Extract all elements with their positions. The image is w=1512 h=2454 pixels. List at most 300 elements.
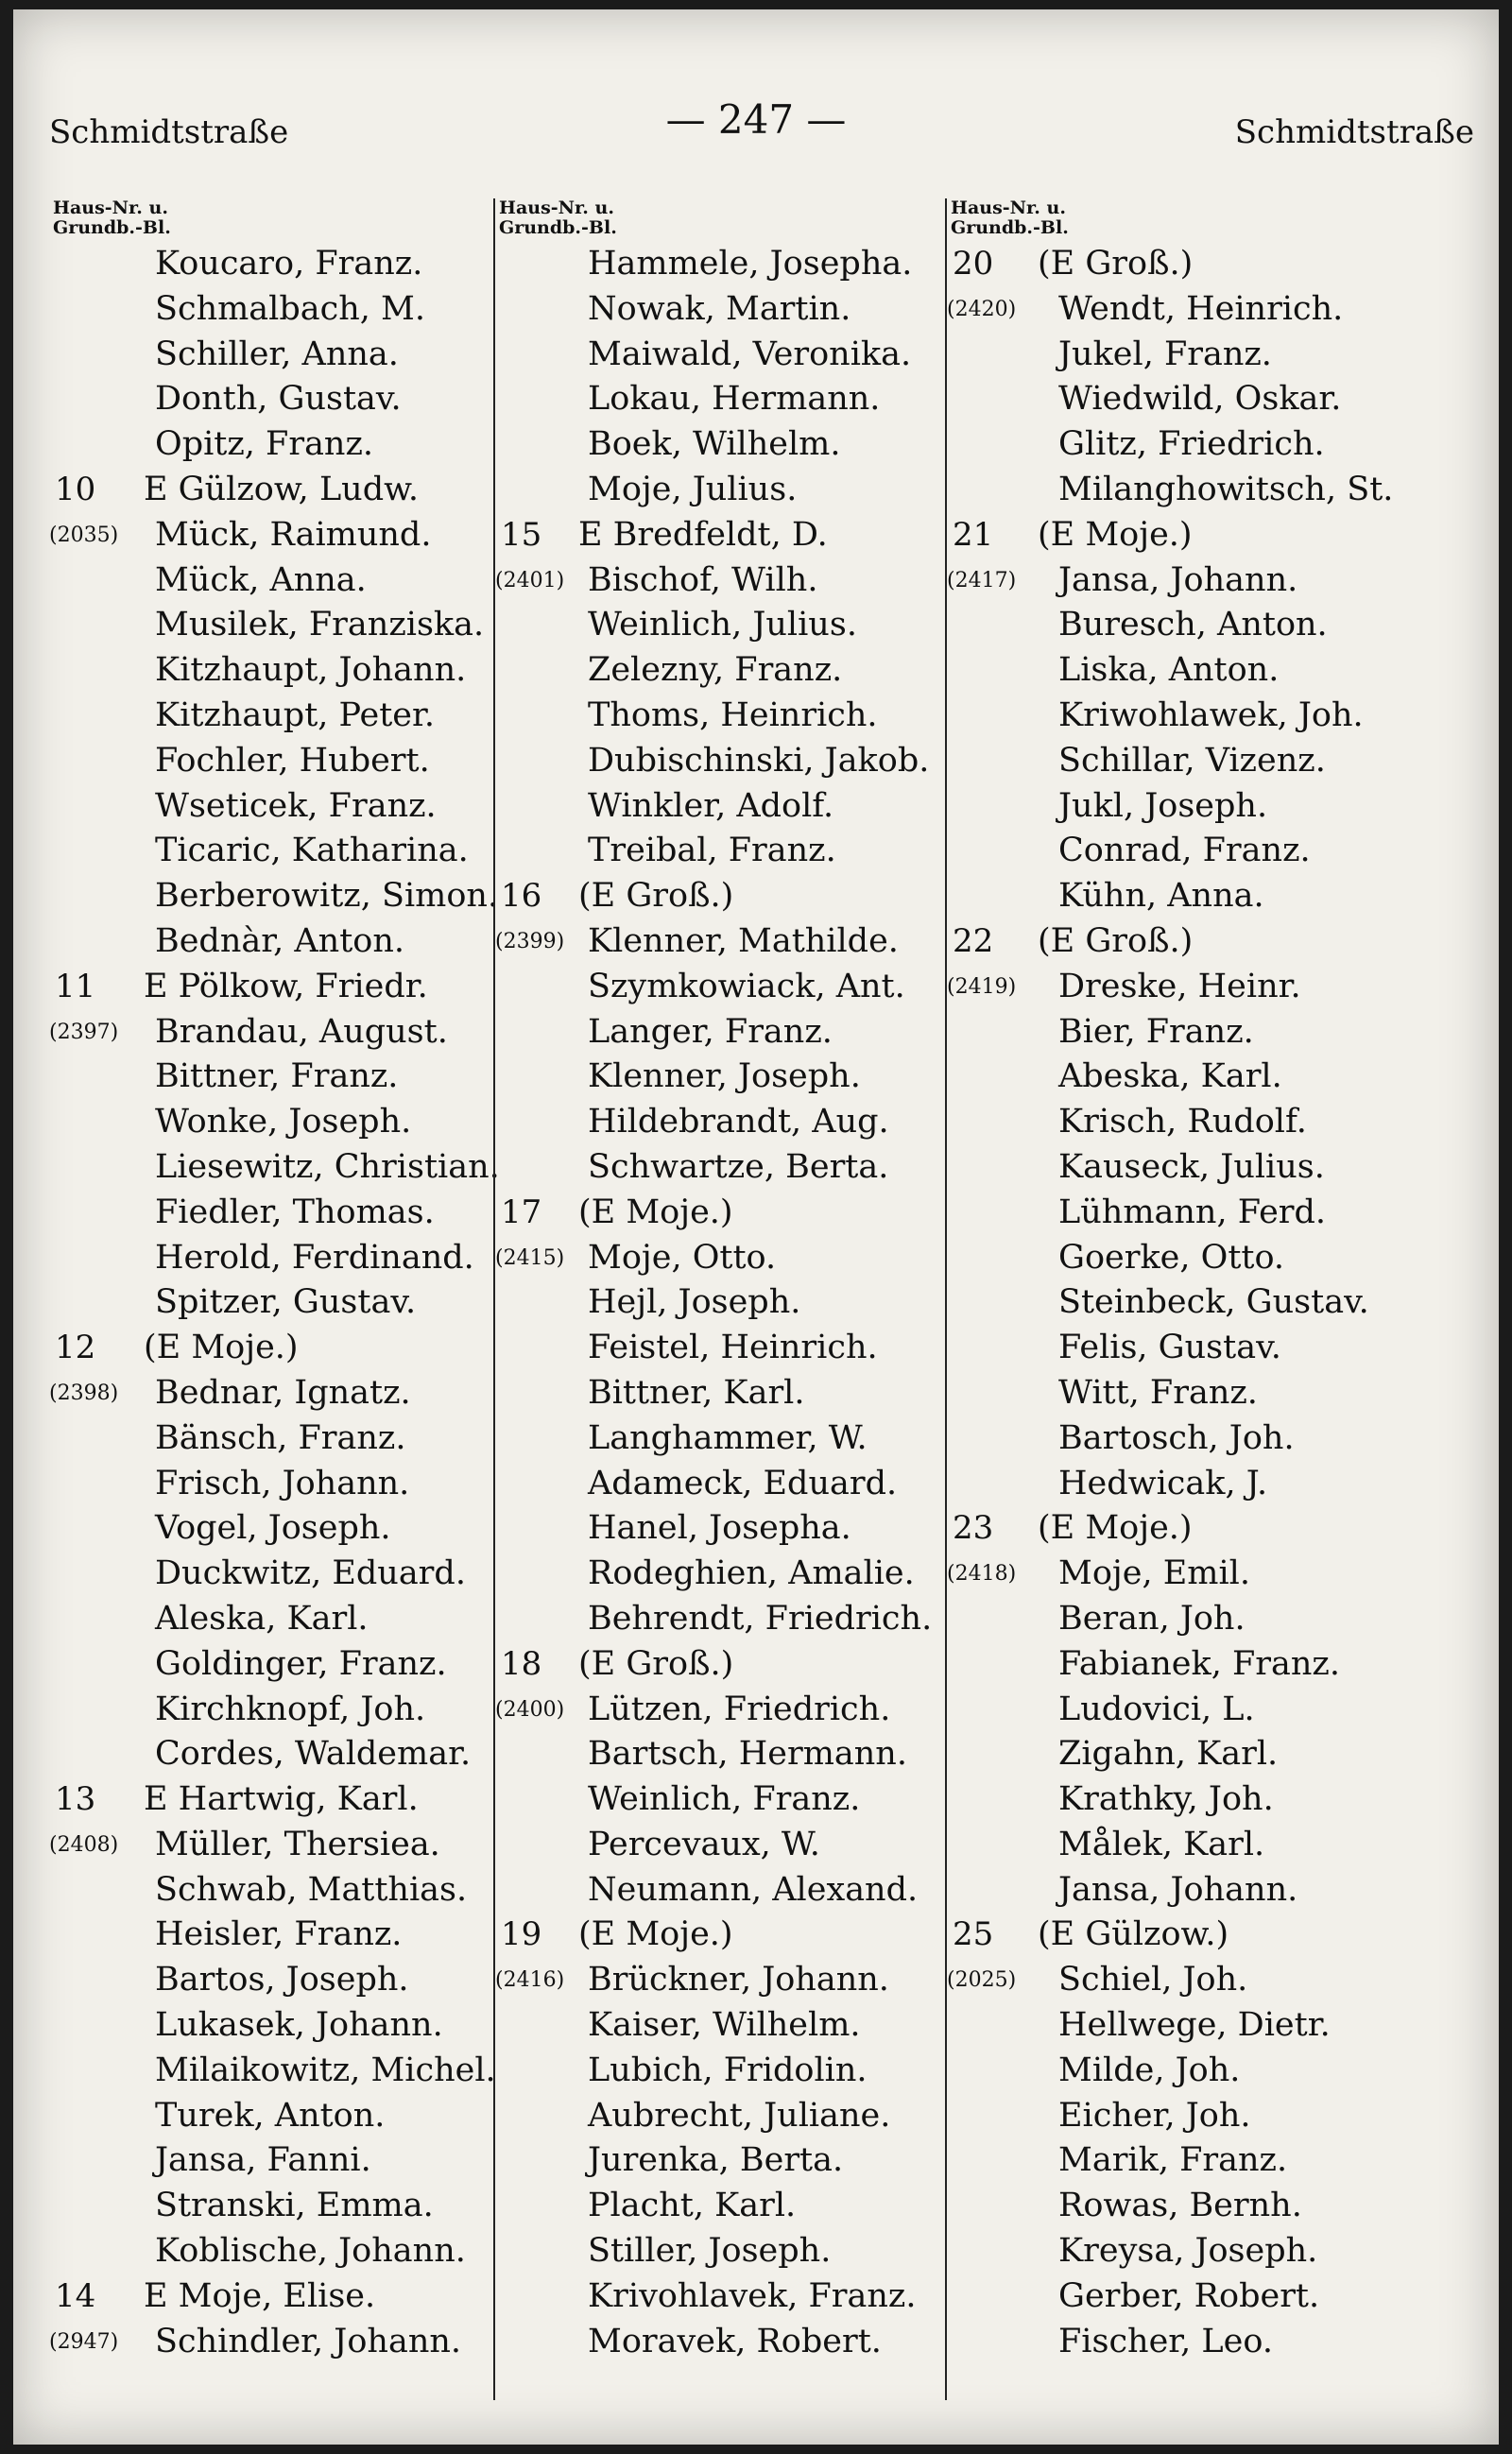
- resident-name: Winkler, Adolf.: [588, 786, 834, 825]
- resident-name: Kitzhaupt, Peter.: [155, 695, 435, 734]
- resident-name: Weinlich, Julius.: [588, 606, 857, 644]
- directory-entry: [49, 1642, 493, 1688]
- resident-name: Milaikowitz, Michel.: [155, 2051, 496, 2089]
- resident-name: Wseticek, Franz.: [155, 786, 437, 825]
- resident-name: Lokau, Hermann.: [588, 380, 881, 419]
- directory-entry: [947, 1416, 1465, 1462]
- directory-entry: [947, 1100, 1465, 1145]
- directory-entry: [947, 2049, 1465, 2094]
- directory-entry: [495, 513, 947, 558]
- resident-name: Vogel, Joseph.: [155, 1509, 391, 1548]
- resident-name: Hildebrandt, Aug.: [588, 1103, 889, 1141]
- resident-name: Schindler, Johann.: [155, 2322, 462, 2360]
- house-number: 22: [953, 921, 994, 960]
- resident-name: E Moje, Elise.: [144, 2276, 376, 2315]
- directory-entry: [495, 422, 947, 468]
- directory-entry: [49, 2138, 493, 2184]
- land-register-number: (2419): [947, 974, 1017, 999]
- resident-name: E Pölkow, Friedr.: [144, 967, 428, 1005]
- house-number: 15: [501, 515, 542, 554]
- house-number: 21: [953, 515, 994, 554]
- directory-entry: [947, 1191, 1465, 1236]
- directory-entry: [495, 1280, 947, 1326]
- resident-name: Klenner, Joseph.: [588, 1057, 861, 1096]
- resident-name: Beran, Joh.: [1058, 1599, 1246, 1638]
- resident-name: Berberowitz, Simon.: [155, 877, 499, 916]
- resident-name: (E Groß.): [1038, 921, 1194, 960]
- resident-name: Stranski, Emma.: [155, 2187, 434, 2225]
- resident-name: (E Moje.): [578, 1915, 733, 1954]
- directory-entry: [947, 1688, 1465, 1733]
- resident-name: Mück, Raimund.: [155, 515, 432, 554]
- resident-name: Jansa, Fanni.: [155, 2141, 371, 2180]
- resident-name: Gerber, Robert.: [1058, 2276, 1320, 2315]
- resident-name: Moravek, Robert.: [588, 2322, 882, 2360]
- directory-entry: [49, 1506, 493, 1552]
- directory-entry: [947, 1913, 1465, 1958]
- directory-entry: [947, 242, 1465, 287]
- page-header: [13, 96, 1499, 153]
- resident-name: Moje, Emil.: [1058, 1554, 1250, 1593]
- house-number: 14: [55, 2276, 96, 2315]
- land-register-number: (2415): [495, 1245, 565, 1270]
- directory-entry: [49, 377, 493, 422]
- resident-name: Wonke, Joseph.: [155, 1103, 412, 1141]
- resident-name: Lubich, Fridolin.: [588, 2051, 868, 2089]
- directory-entry: [49, 558, 493, 604]
- directory-entry: [495, 829, 947, 874]
- resident-name: Kaiser, Wilhelm.: [588, 2006, 861, 2045]
- directory-entry: [49, 739, 493, 784]
- resident-name: Stiller, Joseph.: [588, 2232, 832, 2271]
- directory-entry: [49, 1913, 493, 1958]
- resident-name: (E Moje.): [1038, 1509, 1193, 1548]
- directory-entry: [495, 1145, 947, 1191]
- resident-name: Målek, Karl.: [1058, 1825, 1265, 1863]
- directory-entry: [947, 2138, 1465, 2184]
- directory-entry: [49, 287, 493, 333]
- resident-name: Jurenka, Berta.: [588, 2141, 844, 2180]
- resident-name: Goerke, Otto.: [1058, 1238, 1285, 1277]
- resident-name: Cordes, Waldemar.: [155, 1735, 472, 1774]
- land-register-number: (2416): [495, 1968, 565, 1993]
- page-number: — 247 —: [665, 96, 847, 143]
- directory-entry: [947, 829, 1465, 874]
- directory-entry: [947, 1732, 1465, 1777]
- resident-name: Bittner, Karl.: [588, 1373, 805, 1412]
- resident-name: (E Gülzow.): [1038, 1915, 1229, 1954]
- resident-name: Krivohlavek, Franz.: [588, 2276, 917, 2315]
- resident-name: Opitz, Franz.: [155, 425, 374, 464]
- column-header: Haus-Nr. u. Grundb.-Bl.: [499, 197, 617, 238]
- directory-entry: [947, 1506, 1465, 1552]
- directory-entry: [947, 874, 1465, 919]
- resident-name: Neumann, Alexand.: [588, 1870, 919, 1909]
- directory-entry: [495, 1913, 947, 1958]
- resident-name: (E Moje.): [144, 1329, 299, 1367]
- house-number: 18: [501, 1644, 542, 1683]
- resident-name: Abeska, Karl.: [1058, 1057, 1282, 1096]
- directory-entry: [947, 377, 1465, 422]
- directory-entry: [495, 468, 947, 513]
- resident-name: Heisler, Franz.: [155, 1915, 403, 1954]
- resident-name: Rowas, Bernh.: [1058, 2187, 1302, 2225]
- directory-entry: [947, 2184, 1465, 2229]
- resident-name: Wendt, Heinrich.: [1058, 289, 1344, 328]
- resident-name: Jansa, Johann.: [1058, 560, 1298, 599]
- resident-name: Maiwald, Veronika.: [588, 335, 912, 373]
- resident-name: Krathky, Joh.: [1058, 1780, 1274, 1819]
- directory-entry: [49, 2094, 493, 2139]
- land-register-number: (2401): [495, 568, 565, 592]
- house-number: 17: [501, 1193, 542, 1231]
- resident-name: Hellwege, Dietr.: [1058, 2006, 1331, 2045]
- directory-entry: [495, 874, 947, 919]
- resident-name: Schillar, Vizenz.: [1058, 741, 1326, 780]
- directory-entry: [495, 2229, 947, 2274]
- resident-name: Feistel, Heinrich.: [588, 1329, 878, 1367]
- directory-entry: [495, 1597, 947, 1642]
- directory-entry: [947, 1868, 1465, 1913]
- resident-name: Felis, Gustav.: [1058, 1329, 1281, 1367]
- column-1-rows: [49, 242, 500, 2364]
- column-header: Haus-Nr. u. Grundb.-Bl.: [951, 197, 1069, 238]
- resident-name: Conrad, Franz.: [1058, 832, 1311, 870]
- house-number: 12: [55, 1329, 96, 1367]
- resident-name: Bänsch, Franz.: [155, 1418, 406, 1457]
- resident-name: Ticaric, Katharina.: [155, 832, 469, 870]
- directory-entry: [947, 1236, 1465, 1281]
- directory-entry: [947, 558, 1465, 604]
- resident-name: Mück, Anna.: [155, 560, 367, 599]
- resident-name: Kriwohlawek, Joh.: [1058, 695, 1364, 734]
- resident-name: Goldinger, Franz.: [155, 1644, 447, 1683]
- directory-entry: [49, 694, 493, 739]
- resident-name: Bednàr, Anton.: [155, 921, 405, 960]
- directory-entry: [947, 648, 1465, 694]
- directory-entry: [49, 1055, 493, 1100]
- directory-entry: [947, 965, 1465, 1010]
- resident-name: Schiller, Anna.: [155, 335, 399, 373]
- resident-name: E Gülzow, Ludw.: [144, 470, 420, 508]
- directory-entry: [947, 1597, 1465, 1642]
- resident-name: Bednar, Ignatz.: [155, 1373, 411, 1412]
- directory-entry: [495, 1506, 947, 1552]
- directory-entry: [495, 287, 947, 333]
- land-register-number: (2397): [49, 1020, 119, 1044]
- house-number: 19: [501, 1915, 542, 1954]
- resident-name: Fiedler, Thomas.: [155, 1193, 435, 1231]
- directory-entry: [49, 1688, 493, 1733]
- column-2: [493, 198, 947, 2400]
- resident-name: Kirchknopf, Joh.: [155, 1690, 426, 1728]
- resident-name: Aleska, Karl.: [155, 1599, 369, 1638]
- directory-entry: [49, 333, 493, 378]
- resident-name: Marik, Franz.: [1058, 2141, 1288, 2180]
- directory-entry: [947, 2094, 1465, 2139]
- directory-entry: [49, 1597, 493, 1642]
- resident-name: Jansa, Johann.: [1058, 1870, 1298, 1909]
- directory-entry: [49, 1100, 493, 1145]
- directory-entry: [495, 1868, 947, 1913]
- directory-entry: [947, 1823, 1465, 1868]
- directory-entry: [947, 422, 1465, 468]
- resident-name: Kitzhaupt, Johann.: [155, 651, 467, 690]
- directory-entry: [495, 558, 947, 604]
- directory-entry: [947, 1280, 1465, 1326]
- directory-entry: [495, 1010, 947, 1055]
- directory-entry: [947, 513, 1465, 558]
- resident-name: Duckwitz, Eduard.: [155, 1554, 466, 1593]
- resident-name: Schwartze, Berta.: [588, 1147, 889, 1186]
- directory-entry: [947, 2320, 1465, 2365]
- resident-name: Zigahn, Karl.: [1058, 1735, 1279, 1774]
- directory-entry: [49, 1552, 493, 1597]
- resident-name: Bartsch, Hermann.: [588, 1735, 907, 1774]
- directory-entry: [495, 1462, 947, 1507]
- directory-entry: [947, 1326, 1465, 1371]
- resident-name: Langer, Franz.: [588, 1012, 833, 1051]
- resident-name: (E Groß.): [1038, 245, 1194, 283]
- land-register-number: (2025): [947, 1968, 1017, 1993]
- resident-name: (E Groß.): [578, 1644, 734, 1683]
- directory-entry: [49, 422, 493, 468]
- directory-entry: [495, 1100, 947, 1145]
- directory-entry: [495, 1191, 947, 1236]
- directory-entry: [49, 1145, 500, 1191]
- resident-name: Placht, Karl.: [588, 2187, 797, 2225]
- resident-name: Boek, Wilhelm.: [588, 425, 841, 464]
- directory-entry: [49, 242, 493, 287]
- resident-name: Bittner, Franz.: [155, 1057, 399, 1096]
- resident-name: (E Moje.): [1038, 515, 1193, 554]
- directory-entry: [495, 1416, 947, 1462]
- land-register-number: (2417): [947, 568, 1017, 592]
- directory-entry: [49, 1236, 493, 1281]
- resident-name: Lukasek, Johann.: [155, 2006, 443, 2045]
- resident-name: Brandau, August.: [155, 1012, 448, 1051]
- directory-entry: [49, 2274, 493, 2320]
- street-name-right: Schmidtstraße: [1234, 113, 1474, 151]
- land-register-number: (2398): [49, 1381, 119, 1405]
- directory-entry: [947, 2003, 1465, 2049]
- directory-entry: [495, 2003, 947, 2049]
- resident-name: Bartosch, Joh.: [1058, 1418, 1295, 1457]
- directory-entry: [49, 874, 499, 919]
- directory-entry: [947, 1462, 1465, 1507]
- directory-entry: [495, 242, 947, 287]
- resident-name: E Hartwig, Karl.: [144, 1780, 419, 1819]
- resident-name: Hedwicak, J.: [1058, 1464, 1268, 1502]
- resident-name: Kreysa, Joseph.: [1058, 2232, 1318, 2271]
- resident-name: Krisch, Rudolf.: [1058, 1103, 1307, 1141]
- directory-entry: [49, 1732, 493, 1777]
- land-register-number: (2420): [947, 297, 1017, 321]
- resident-name: Schiel, Joh.: [1058, 1961, 1248, 1999]
- directory-entry: [49, 513, 493, 558]
- directory-entry: [49, 1823, 493, 1868]
- directory-entry: [495, 1642, 947, 1688]
- directory-entry: [947, 1145, 1465, 1191]
- resident-name: Dubischinski, Jakob.: [588, 741, 930, 780]
- house-number: 25: [953, 1915, 994, 1954]
- directory-entry: [495, 739, 947, 784]
- resident-name: Schmalbach, M.: [155, 289, 425, 328]
- resident-name: Behrendt, Friedrich.: [588, 1599, 933, 1638]
- resident-name: Moje, Otto.: [588, 1238, 777, 1277]
- directory-entry: [49, 919, 493, 965]
- column-header: Haus-Nr. u. Grundb.-Bl.: [53, 197, 171, 238]
- directory-entry: [49, 648, 493, 694]
- resident-name: Dreske, Heinr.: [1058, 967, 1301, 1005]
- directory-entry: [495, 2320, 947, 2365]
- resident-name: Lühmann, Ferd.: [1058, 1193, 1327, 1231]
- house-number: 16: [501, 877, 542, 916]
- column-1: [49, 197, 500, 2400]
- resident-name: Lützen, Friedrich.: [588, 1690, 891, 1728]
- directory-entry: [947, 603, 1465, 648]
- directory-entry: [49, 603, 493, 648]
- resident-name: Schwab, Matthias.: [155, 1870, 468, 1909]
- street-name-left: Schmidtstraße: [49, 113, 289, 151]
- resident-name: Witt, Franz.: [1058, 1373, 1258, 1412]
- directory-entry: [495, 1823, 947, 1868]
- resident-name: Frisch, Johann.: [155, 1464, 410, 1502]
- resident-name: Steinbeck, Gustav.: [1058, 1283, 1369, 1322]
- directory-entry: [49, 1462, 493, 1507]
- resident-name: Nowak, Martin.: [588, 289, 851, 328]
- resident-name: Eicher, Joh.: [1058, 2096, 1251, 2135]
- resident-name: Bier, Franz.: [1058, 1012, 1254, 1051]
- directory-entry: [947, 287, 1465, 333]
- land-register-number: (2400): [495, 1697, 565, 1722]
- directory-entry: [49, 965, 493, 1010]
- house-number: 20: [953, 245, 994, 283]
- directory-entry: [49, 784, 493, 830]
- resident-name: Fischer, Leo.: [1058, 2322, 1273, 2360]
- resident-name: Liesewitz, Christian.: [155, 1147, 500, 1186]
- resident-name: Bischof, Wilh.: [588, 560, 818, 599]
- resident-name: Hejl, Joseph.: [588, 1283, 801, 1322]
- resident-name: Turek, Anton.: [155, 2096, 386, 2135]
- resident-name: Adameck, Eduard.: [588, 1464, 898, 1502]
- directory-entry: [947, 1642, 1465, 1688]
- land-register-number: (2408): [49, 1832, 119, 1857]
- house-number: 13: [55, 1780, 96, 1819]
- directory-entry: [495, 1958, 947, 2003]
- resident-name: Milde, Joh.: [1058, 2051, 1241, 2089]
- directory-entry: [495, 1732, 947, 1777]
- land-register-number: (2399): [495, 929, 565, 953]
- column-2-rows: [495, 242, 947, 2364]
- resident-name: Fabianek, Franz.: [1058, 1644, 1340, 1683]
- directory-entry: [495, 2274, 947, 2320]
- directory-entry: [49, 1326, 493, 1371]
- resident-name: Müller, Thersiea.: [155, 1825, 440, 1863]
- resident-name: Aubrecht, Juliane.: [588, 2096, 891, 2135]
- directory-entry: [947, 694, 1465, 739]
- directory-entry: [947, 739, 1465, 784]
- directory-entry: [495, 603, 947, 648]
- directory-entry: [947, 468, 1465, 513]
- directory-entry: [947, 1958, 1465, 2003]
- directory-entry: [49, 1868, 493, 1913]
- resident-name: Rodeghien, Amalie.: [588, 1554, 915, 1593]
- directory-entry: [947, 1371, 1465, 1416]
- resident-name: Liska, Anton.: [1058, 651, 1280, 690]
- resident-name: Weinlich, Franz.: [588, 1780, 861, 1819]
- land-register-number: (2947): [49, 2329, 119, 2354]
- directory-entry: [49, 1371, 493, 1416]
- directory-entry: [495, 1777, 947, 1823]
- directory-entry: [495, 919, 947, 965]
- directory-entry: [495, 2094, 947, 2139]
- directory-entry: [495, 1552, 947, 1597]
- resident-name: Ludovici, L.: [1058, 1690, 1255, 1728]
- resident-name: Hammele, Josepha.: [588, 245, 913, 283]
- directory-entry: [947, 2274, 1465, 2320]
- directory-entry: [495, 784, 947, 830]
- resident-name: Donth, Gustav.: [155, 380, 402, 419]
- resident-name: E Bredfeldt, D.: [578, 515, 828, 554]
- resident-name: Thoms, Heinrich.: [588, 695, 878, 734]
- directory-entry: [49, 1777, 493, 1823]
- directory-entry: [947, 1552, 1465, 1597]
- directory-entry: [495, 2184, 947, 2229]
- resident-name: Percevaux, W.: [588, 1825, 820, 1863]
- directory-entry: [49, 1416, 493, 1462]
- directory-entry: [947, 1010, 1465, 1055]
- directory-entry: [495, 1055, 947, 1100]
- resident-name: Glitz, Friedrich.: [1058, 425, 1325, 464]
- directory-entry: [947, 1777, 1465, 1823]
- directory-entry: [495, 694, 947, 739]
- resident-name: Treibal, Franz.: [588, 832, 836, 870]
- directory-entry: [947, 2229, 1465, 2274]
- land-register-number: (2418): [947, 1562, 1017, 1587]
- resident-name: Wiedwild, Oskar.: [1058, 380, 1342, 419]
- directory-entry: [49, 468, 493, 513]
- directory-entry: [495, 2049, 947, 2094]
- directory-entry: [495, 648, 947, 694]
- resident-name: Jukel, Franz.: [1058, 335, 1272, 373]
- resident-name: Kauseck, Julius.: [1058, 1147, 1325, 1186]
- directory-entry: [49, 829, 493, 874]
- resident-name: Milanghowitsch, St.: [1058, 470, 1394, 508]
- directory-entry: [49, 1958, 493, 2003]
- resident-name: Szymkowiack, Ant.: [588, 967, 905, 1005]
- resident-name: Hanel, Josepha.: [588, 1509, 851, 1548]
- resident-name: Buresch, Anton.: [1058, 606, 1328, 644]
- column-3: [945, 198, 1465, 2400]
- directory-entry: [49, 2049, 496, 2094]
- house-number: 23: [953, 1509, 994, 1548]
- resident-name: (E Moje.): [578, 1193, 733, 1231]
- directory-entry: [49, 1010, 493, 1055]
- resident-name: Kühn, Anna.: [1058, 877, 1264, 916]
- directory-entry: [495, 1688, 947, 1733]
- resident-name: Langhammer, W.: [588, 1418, 868, 1457]
- directory-entry: [49, 2320, 493, 2365]
- resident-name: Zelezny, Franz.: [588, 651, 843, 690]
- resident-name: Musilek, Franziska.: [155, 606, 485, 644]
- resident-name: Spitzer, Gustav.: [155, 1283, 417, 1322]
- resident-name: Fochler, Hubert.: [155, 741, 430, 780]
- directory-entry: [495, 333, 947, 378]
- house-number: 10: [55, 470, 96, 508]
- resident-name: Bartos, Joseph.: [155, 1961, 409, 1999]
- column-3-rows: [947, 242, 1465, 2364]
